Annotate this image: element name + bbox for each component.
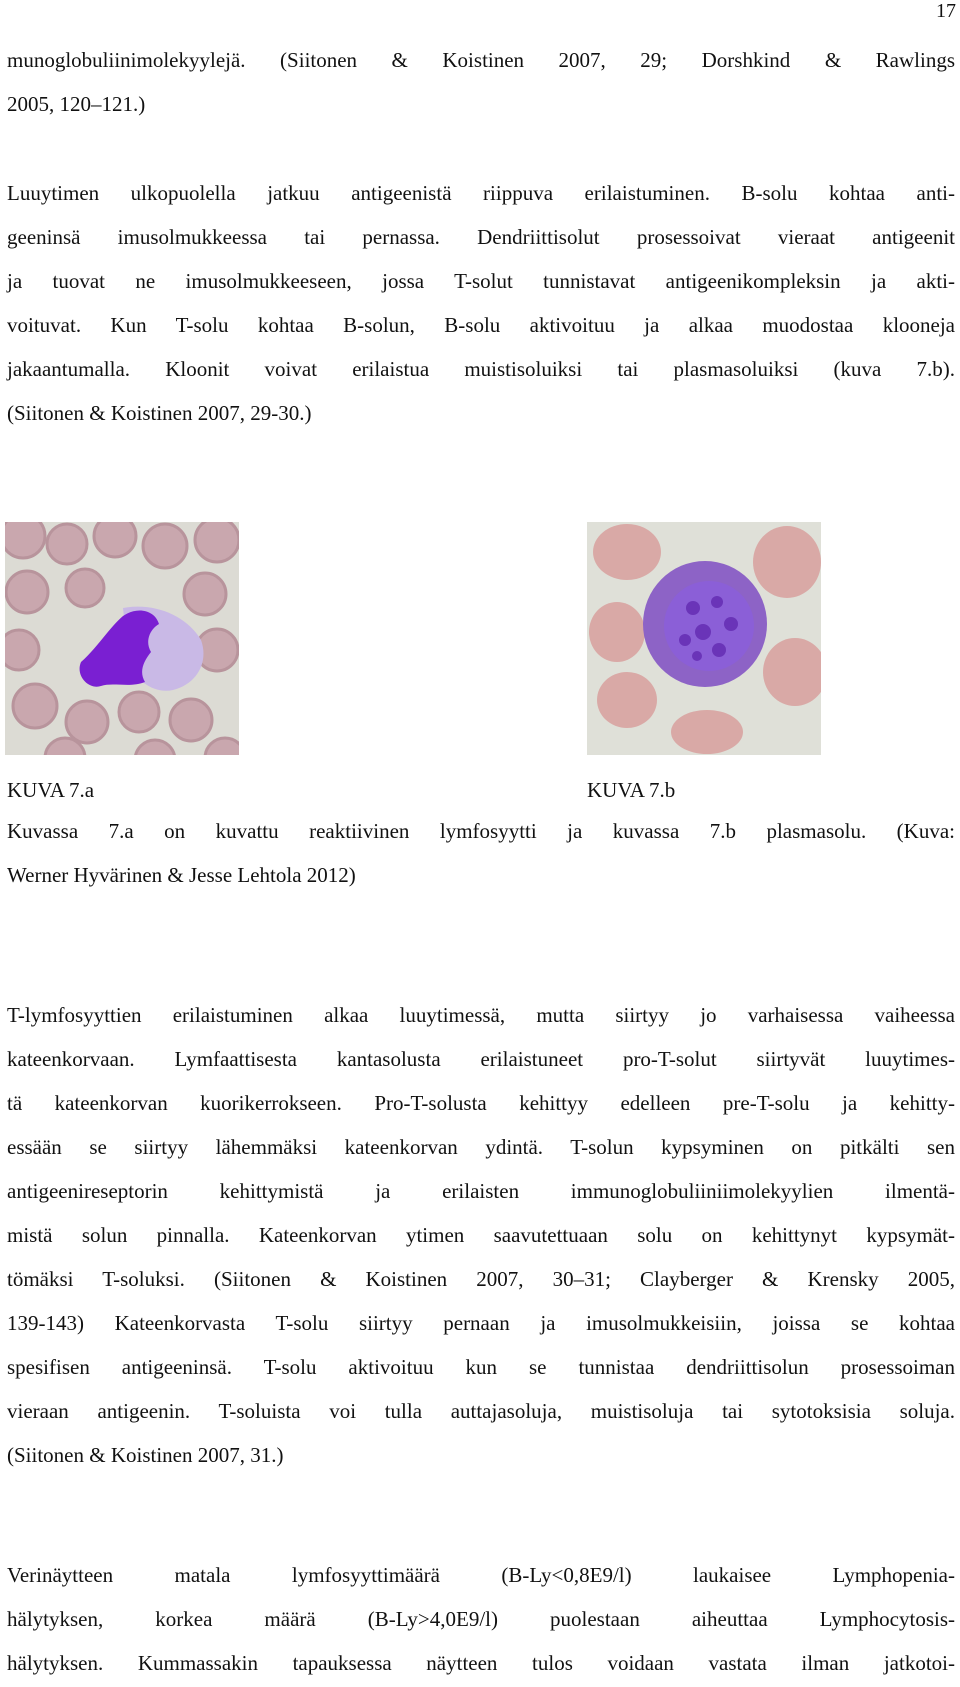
figure-caption bbox=[7, 809, 955, 897]
text-line: ja tuovat ne imusolmukkeeseen, jossa T-solut tunnistavat antigeenikompleksin ja akti- bbox=[7, 269, 955, 293]
red-blood-cell bbox=[94, 522, 136, 557]
text-line: vieraan antigeenin. T-soluista voi tulla auttajasoluja, muistisoluja tai sytotoksisia soluja. bbox=[7, 1399, 955, 1423]
red-blood-cell bbox=[195, 522, 239, 562]
paragraph-3 bbox=[7, 993, 955, 1477]
red-blood-cell bbox=[671, 710, 743, 754]
red-blood-cell bbox=[47, 524, 87, 564]
plasma-cell-nucleus bbox=[664, 581, 754, 671]
text-line: (Siitonen & Koistinen 2007, 29-30.) bbox=[7, 401, 312, 425]
text-line: geeninsä imusolmukkeessa tai pernassa. Dendriittisolut prosessoivat vieraat antigeenit bbox=[7, 225, 955, 249]
paragraph-2 bbox=[7, 171, 955, 435]
figure-7a-label: KUVA 7.a bbox=[7, 778, 95, 802]
chromatin-clump bbox=[711, 596, 723, 608]
text-line: munoglobuliinimolekyylejä. (Siitonen & Koistinen 2007, 29; Dorshkind & Rawlings bbox=[7, 48, 955, 72]
red-blood-cell bbox=[119, 692, 159, 732]
text-line: voituvat. Kun T-solu kohtaa B-solun, B-solu aktivoituu ja alkaa muodostaa klooneja bbox=[7, 313, 955, 337]
chromatin-clump bbox=[695, 624, 711, 640]
red-blood-cell bbox=[143, 524, 187, 568]
text-line: jakaantumalla. Kloonit voivat erilaistua muistisoluiksi tai plasmasoluiksi (kuva 7.b). bbox=[7, 357, 955, 381]
chromatin-clump bbox=[686, 601, 700, 615]
text-line: Kuvassa 7.a on kuvattu reaktiivinen lymfosyytti ja kuvassa 7.b plasmasolu. (Kuva: bbox=[7, 819, 955, 843]
figure-7b-label: KUVA 7.b bbox=[587, 778, 676, 802]
figure-7b-image bbox=[587, 522, 821, 755]
red-blood-cell bbox=[5, 522, 45, 558]
plasma-cell-micrograph bbox=[587, 522, 821, 755]
red-blood-cell bbox=[753, 526, 821, 598]
text-line: essään se siirtyy lähemmäksi kateenkorvan ydintä. T-solun kypsyminen on pitkälti sen bbox=[7, 1135, 955, 1159]
text-line: T-lymfosyyttien erilaistuminen alkaa luuytimessä, mutta siirtyy jo varhaisessa vaiheessa bbox=[7, 1003, 955, 1027]
text-line: 139-143) Kateenkorvasta T-solu siirtyy pernaan ja imusolmukkeisiin, joissa se kohtaa bbox=[7, 1311, 955, 1335]
chromatin-clump bbox=[692, 651, 702, 661]
reactive-lymphocyte-micrograph bbox=[5, 522, 239, 755]
text-line: hälytyksen. Kummassakin tapauksessa näytteen tulos voidaan vastata ilman jatkotoi- bbox=[7, 1651, 955, 1675]
red-blood-cell bbox=[184, 573, 226, 615]
text-line: kateenkorvaan. Lymfaattisesta kantasolusta erilaistuneet pro-T-solut siirtyvät luuytimes- bbox=[7, 1047, 955, 1071]
red-blood-cell bbox=[593, 524, 661, 580]
red-blood-cell bbox=[6, 571, 48, 613]
red-blood-cell bbox=[170, 699, 212, 741]
text-line: Verinäytteen matala lymfosyyttimäärä (B-Ly<0,8E9/l) laukaisee Lymphopenia- bbox=[7, 1563, 955, 1587]
chromatin-clump bbox=[712, 643, 726, 657]
red-blood-cell bbox=[5, 630, 39, 670]
text-line: spesifisen antigeeninsä. T-solu aktivoituu kun se tunnistaa dendriittisolun prosessoiman bbox=[7, 1355, 955, 1379]
text-line: mistä solun pinnalla. Kateenkorvan ytimen saavutettuaan solu on kehittynyt kypsymät- bbox=[7, 1223, 955, 1247]
figure-7a-image bbox=[5, 522, 239, 755]
page-number: 17 bbox=[936, 0, 956, 22]
red-blood-cell bbox=[66, 701, 108, 743]
chromatin-clump bbox=[679, 634, 691, 646]
text-line: 2005, 120–121.) bbox=[7, 92, 146, 116]
text-line: Luuytimen ulkopuolella jatkuu antigeenistä riippuva erilaistuminen. B-solu kohtaa anti- bbox=[7, 181, 955, 205]
paragraph-4 bbox=[7, 1553, 955, 1685]
chromatin-clump bbox=[724, 617, 738, 631]
text-line: Werner Hyvärinen & Jesse Lehtola 2012) bbox=[7, 863, 356, 887]
text-line: (Siitonen & Koistinen 2007, 31.) bbox=[7, 1443, 284, 1467]
red-blood-cell bbox=[66, 569, 104, 607]
text-line: tömäksi T-soluksi. (Siitonen & Koistinen 2007, 30–31; Clayberger & Krensky 2005, bbox=[7, 1267, 955, 1291]
text-line: hälytyksen, korkea määrä (B-Ly>4,0E9/l) puolestaan aiheuttaa Lymphocytosis- bbox=[7, 1607, 955, 1631]
paragraph-1 bbox=[7, 38, 955, 126]
text-line: antigeenireseptorin kehittymistä ja erilaisten immunoglobuliiniimolekyylien ilmentä- bbox=[7, 1179, 955, 1203]
red-blood-cell bbox=[597, 672, 657, 728]
text-line: tä kateenkorvan kuorikerrokseen. Pro-T-solusta kehittyy edelleen pre-T-solu ja kehitty- bbox=[7, 1091, 955, 1115]
red-blood-cell bbox=[13, 684, 57, 728]
red-blood-cell bbox=[589, 602, 645, 662]
